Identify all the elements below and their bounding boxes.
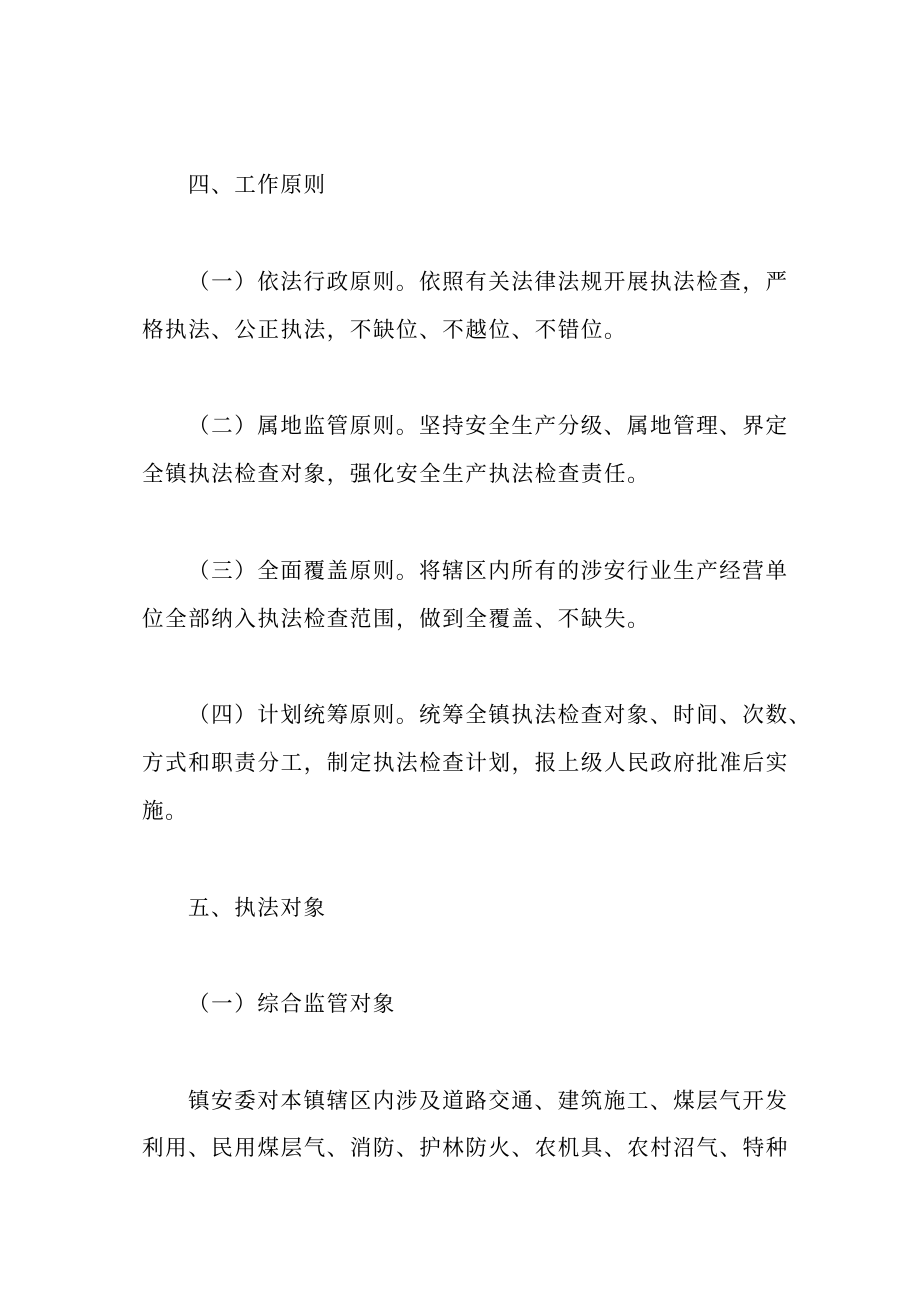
paragraph-full-coverage-line-2: 位全部纳入执法检查范围，做到全覆盖、不缺失。: [142, 607, 651, 632]
paragraph-territorial-line-2: 全镇执法检查对象，强化安全生产执法检查责任。: [142, 462, 651, 487]
section-heading-work-principles: 四、工作原则: [188, 173, 327, 198]
paragraph-lawful-admin-line-1: （一）依法行政原则。依照有关法律法规开展执法检查，严: [188, 270, 789, 295]
paragraph-town-safety-line-1: 镇安委对本镇辖区内涉及道路交通、建筑施工、煤层气开发: [188, 1089, 789, 1114]
paragraph-town-safety-line-2: 利用、民用煤层气、消防、护林防火、农机具、农村沼气、特种: [142, 1136, 789, 1161]
paragraph-full-coverage-line-1: （三）全面覆盖原则。将辖区内所有的涉安行业生产经营单: [188, 559, 789, 584]
paragraph-planning-line-2: 方式和职责分工，制定执法检查计划，报上级人民政府批准后实: [142, 751, 789, 776]
paragraph-territorial-line-1: （二）属地监管原则。坚持安全生产分级、属地管理、界定: [188, 414, 789, 439]
section-heading-enforcement-targets: 五、执法对象: [188, 896, 327, 921]
paragraph-planning-line-1: （四）计划统筹原则。统筹全镇执法检查对象、时间、次数、: [188, 703, 812, 728]
paragraph-planning-line-3: 施。: [142, 799, 189, 824]
paragraph-lawful-admin-line-2: 格执法、公正执法，不缺位、不越位、不错位。: [142, 318, 628, 343]
subheading-comprehensive-supervision: （一）综合监管对象: [188, 992, 396, 1017]
